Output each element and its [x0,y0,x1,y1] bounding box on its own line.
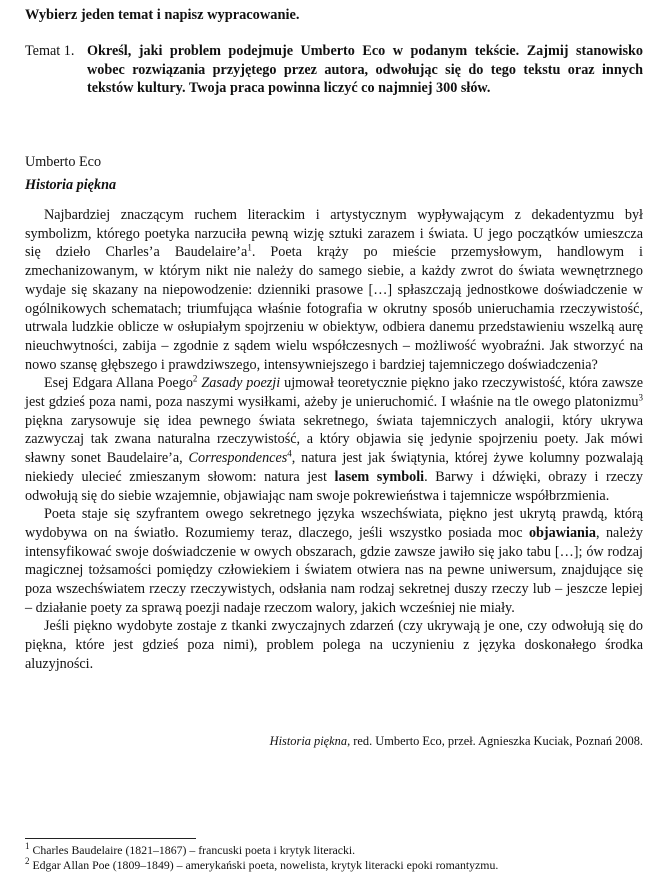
work-title-zasady-poezji: Zasady poezji [201,375,281,392]
footnote-number: 2 [25,855,30,866]
p2-part-b: ujmował teoretycznie piękno jako rzeczywistość, która zawsze jest gdzieś poza nami, poza naszymi wysiłkami, ażeby je unieruchomić. I właśnie na tle owego platonizmu [25,375,644,411]
text-author: Umberto Eco [25,154,102,170]
source-details: , red. Umberto Eco, przeł. Agnieszka Kuciak, Poznań 2008. [347,734,643,748]
instruction: Wybierz jeden temat i napisz wypracowanie. [25,7,300,23]
footnote-ref-1: 1 [247,242,252,253]
source-citation [270,732,643,751]
essay-paragraph-1 [25,206,643,374]
footnote-number: 1 [25,841,30,852]
footnote-text: Charles Baudelaire (1821–1867) – francuski poeta i krytyk literacki. [32,843,356,857]
p2-part-d: , natura jest jak świątynia, której żywe kolumny pozwalają niekiedy ulecieć zmieszanym słowom: natura jest [25,450,643,485]
p1-part-a: Najbardziej znaczącym ruchem literackim i artystycznym wypływającym z dekadentyzmu był symbolizm, którego poetyka narzuciła pewną wizję sztuki zarazem i świata. U jego początków umieszcza się dzieło Charles’a Baudelaire’a [25,207,643,261]
p1-part-b: . Poeta krąży po mieście przemysłowym, handlowym i zmechanizowanym, w którym nikt nie należy do samego siebie, a każdy zwrot do świata wewnętrznego wydaje się skazany na niepowodzenie: dzienniki prasowe […] spłaszczają jednostkowe doświadczenie w ogólnikowych schematach; triumfująca właśnie fotografia w okrutny sposób unieruchamia rzeczywistość, utrwala ludzkie oblicze w osłupiałym spojrzeniu w obiektyw, odbiera danemu przedstawieniu wszelką aurę nieuchwytności, zabija – zgodnie z sądem wielu współczesnych – możliwość wyobraźni. Jak stworzyć na nowo szansę głębszego i prawdziwszego, intensywniejszego i bardziej tajemniczego doświadczenia? [25,244,643,373]
essay-paragraph-4: Jeśli piękno wydobyte zostaje z tkanki zwyczajnych zdarzeń (czy ukrywają je one, czy odwołują się do piękna, które jest gdzieś poza nimi), problem polega na uczynieniu z języka doskonałego środka aluzyjności. [25,618,643,672]
topic-label: Temat 1. [25,43,75,59]
footnote-ref-3: 3 [638,392,643,403]
p2-part-e: . Barwy i dźwięki, obrazy i rzeczy odwołują się do siebie wzajemnie, objawiając nam swoje pokrewieństwa i tajemnicze współbrzmienia. [25,468,643,504]
work-title-correspondences: Correspondences [188,450,288,467]
p3-part-a: Poeta staje się szyfrantem owego sekretnego języka wszechświata, piękno jest ukrytą prawdą, którą wydobywa on na światło. Rozumiemy teraz, dlaczego, jeśli wszystko posiada moc [25,506,643,541]
p2-part-a: Esej Edgara Allana Poego [44,375,193,392]
essay-paragraph-3 [25,505,643,617]
footnote-2 [25,855,499,872]
essay-paragraph-2 [25,374,643,505]
essay-text [25,206,643,674]
footnote-ref-4: 4 [287,448,292,459]
topic-block [25,42,643,98]
footnotes [25,843,498,872]
source-work-title: Historia piękna [269,734,348,748]
bold-objawiania: objawiania [528,524,596,541]
text-title: Historia piękna [25,177,117,193]
topic-text: Określ, jaki problem podejmuje Umberto Eco w podanym tekście. Zajmij stanowisko wobec rozwiązania przyjętego przez autora, odwołując się do tego tekstu oraz innych tekstów kultury. Twoja praca powinna liczyć co najmniej 300 słów. [87,43,643,97]
p2-part-c: piękna zarysowuje się idea pewnego świata sekretnego, świata tajemniczych analogii, który ukrywa zazwyczaj tak zwana naturalna rzeczywistość, a który objawia się jedynie spojrzeniu poety. Jak mówi sławny sonet Baudelaire’a, [25,412,643,467]
footnote-ref-2: 2 [192,373,198,384]
bold-lasem-symboli: lasem symboli [334,468,425,485]
p3-part-b: , należy intensyfikować swoje doświadczenie w owych obszarach, gdzie zawsze jawiło się jako tabu […]; ów rodzaj magicznej tożsamości pomiędzy człowiekiem i światem otwiera nas na pewne uniwersum, znajdujące się poza wszechświatem rzeczy rzeczywistych, odsłania nam rodzaj sekretnej duszy rzeczy lub – jeszcze lepiej – działanie poety za sprawą poezji nadaje rzeczom walory, jakich wcześniej nie miały. [25,524,643,616]
footnote-text: Edgar Allan Poe (1809–1849) – amerykański poeta, nowelista, krytyk literacki epoki romantyzmu. [32,857,499,872]
footnote-1 [25,843,498,858]
footnote-divider [25,838,196,839]
